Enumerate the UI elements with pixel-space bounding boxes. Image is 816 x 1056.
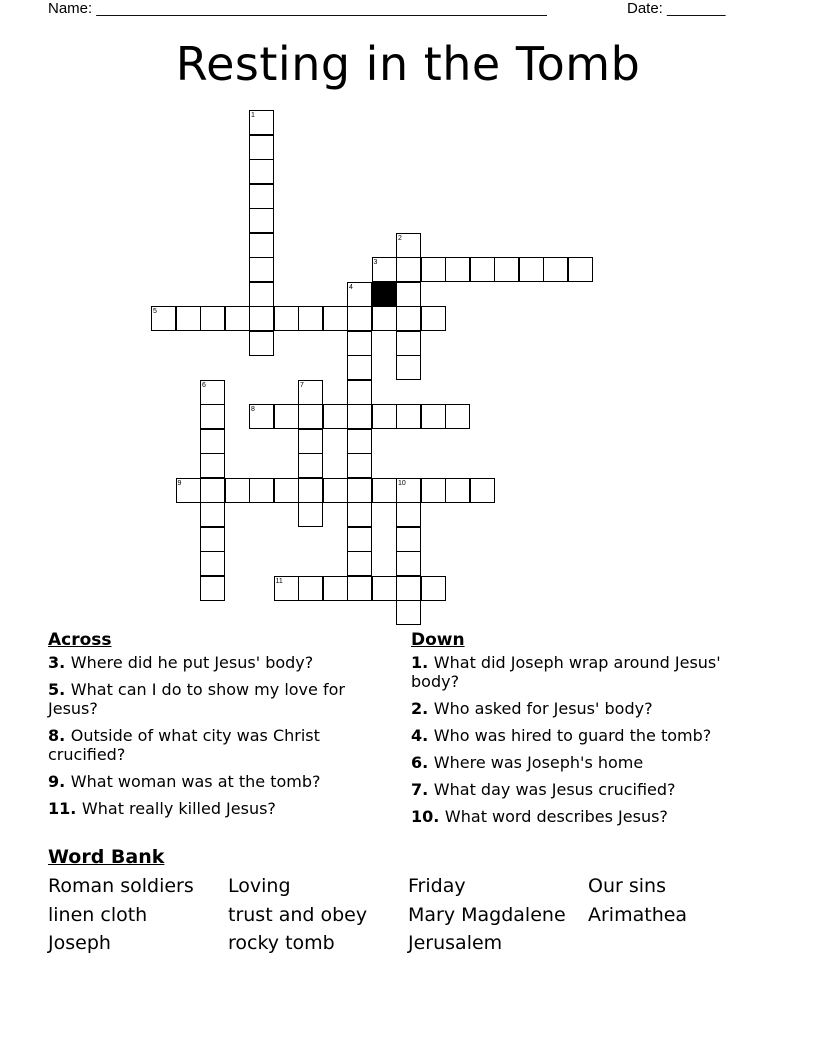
grid-cell[interactable] [200,576,225,601]
grid-cell[interactable] [249,282,274,307]
across-clue: 11. What really killed Jesus? [48,799,276,818]
grid-cell[interactable] [298,453,323,478]
clue-number: 10 [398,479,406,487]
grid-cell[interactable] [372,404,397,429]
clue-number: 5 [48,680,60,699]
grid-cell[interactable] [249,478,274,503]
grid-cell[interactable] [396,527,421,552]
clue-number: 3 [373,259,378,266]
grid-cell[interactable] [200,478,225,503]
grid-cell[interactable] [249,208,274,233]
grid-cell[interactable] [323,306,348,331]
down-clue: 6. Where was Joseph's home [411,753,644,772]
grid-cell[interactable] [225,306,250,331]
grid-cell[interactable] [249,257,274,282]
grid-cell[interactable] [421,576,446,601]
grid-cell[interactable] [274,404,299,429]
word-bank-item: linen cloth [48,903,148,926]
word-bank-item: Our sins [588,875,666,897]
grid-cell[interactable] [274,478,299,503]
grid-cell[interactable] [396,282,421,307]
grid-cell[interactable] [298,404,323,429]
clue-text: Where did he put Jesus' body? [70,653,314,672]
word-bank-item: Arimathea [588,903,688,926]
grid-cell[interactable] [470,257,495,282]
clue-text: Where was Joseph's home [433,753,644,772]
grid-cell[interactable] [396,257,421,282]
grid-cell[interactable] [298,429,323,454]
word-bank-heading: Word Bank [48,846,165,868]
grid-cell[interactable] [396,502,421,527]
clue-number: 4 [411,726,423,745]
clue-text: What can I do to show my love for Jesus? [48,680,345,718]
grid-cell[interactable] [396,355,421,380]
grid-cell[interactable] [347,502,372,527]
grid-cell[interactable] [396,306,421,331]
clue-number: 8 [48,726,60,745]
date-label: Date: _______ [627,0,726,17]
clue-number: 11 [48,799,71,818]
grid-cell[interactable] [200,502,225,527]
clue-number: 5 [153,308,157,315]
word-bank-item: Friday [408,875,466,897]
word-bank-item: Jerusalem [408,932,503,954]
grid-cell[interactable] [543,257,568,282]
clue-number: 6 [411,753,423,772]
grid-cell[interactable] [347,576,372,601]
clue-number: 1 [251,112,255,119]
grid-cell[interactable] [396,576,421,601]
grid-cell[interactable] [249,184,274,209]
grid-cell[interactable] [323,576,348,601]
clue-text: What really killed Jesus? [81,799,276,818]
grid-cell[interactable] [200,453,225,478]
grid-cell[interactable] [396,551,421,576]
grid-cell[interactable] [200,551,225,576]
grid-cell[interactable] [445,257,470,282]
clue-number: 11 [275,577,283,585]
grid-cell[interactable] [298,576,323,601]
clue-text: What did Joseph wrap around Jesus' body? [411,653,721,691]
clue-text: What day was Jesus crucified? [433,780,676,799]
clue-text: Who asked for Jesus' body? [433,699,653,718]
grid-cell[interactable] [347,527,372,552]
word-bank-item: Loving [228,875,291,897]
grid-cell[interactable] [347,551,372,576]
grid-cell[interactable] [298,502,323,527]
grid-cell[interactable] [249,159,274,184]
grid-cell[interactable] [323,478,348,503]
word-bank-item: Joseph [48,932,111,954]
clue-number: 7 [300,381,304,389]
word-bank-item: trust and obey [228,903,368,926]
across-clues [48,653,388,826]
name-label: Name: ______________________________________________________ [48,0,547,17]
grid-cell[interactable] [421,478,446,503]
across-clue: 8. Outside of what city was Christ crucified? [48,726,320,764]
down-clues [411,653,761,834]
grid-cell[interactable] [298,306,323,331]
clue-number: 9 [177,479,182,487]
word-bank-item: Mary Magdalene [408,903,566,926]
clue-number: 8 [251,406,255,413]
grid-cell[interactable] [225,478,250,503]
word-bank-item: Roman soldiers [48,875,194,897]
grid-cell[interactable] [445,404,470,429]
grid-cell[interactable] [421,404,446,429]
clue-number: 3 [48,653,60,672]
grid-cell[interactable] [519,257,544,282]
grid-cell[interactable] [347,331,372,356]
page-title: Resting in the Tomb [175,37,641,91]
grid-cell[interactable] [372,576,397,601]
down-heading: Down [411,630,465,650]
grid-cell[interactable] [372,306,397,331]
down-clue: 2. Who asked for Jesus' body? [411,699,653,718]
across-clue: 9. What woman was at the tomb? [48,772,321,791]
grid-cell[interactable] [347,380,372,405]
clue-number: 7 [411,780,423,799]
grid-cell[interactable] [347,429,372,454]
grid-cell[interactable] [421,257,446,282]
grid-cell[interactable] [470,478,495,503]
black-cell [372,282,397,307]
across-heading: Across [48,630,112,650]
grid-cell[interactable] [396,600,421,625]
grid-cell[interactable] [323,404,348,429]
down-clue: 7. What day was Jesus crucified? [411,780,676,799]
grid-cell[interactable] [347,478,372,503]
grid-cell[interactable] [176,306,201,331]
grid-cell[interactable] [396,404,421,429]
clue-text: What woman was at the tomb? [70,772,321,791]
grid-cell[interactable] [396,331,421,356]
grid-cell[interactable] [200,429,225,454]
grid-cell[interactable] [249,306,274,331]
down-clue: 10. What word describes Jesus? [411,807,668,826]
across-clue: 5. What can I do to show my love for Jesus? [48,680,345,718]
grid-cell[interactable] [421,306,446,331]
grid-cell[interactable] [249,331,274,356]
across-clue: 3. Where did he put Jesus' body? [48,653,314,672]
grid-cell[interactable] [494,257,519,282]
clue-number: 2 [398,234,402,242]
grid-cell[interactable] [200,404,225,429]
grid-cell[interactable] [298,478,323,503]
grid-cell[interactable] [347,355,372,380]
clue-number: 2 [411,699,423,718]
grid-cell[interactable] [347,306,372,331]
grid-cell[interactable] [347,453,372,478]
word-bank-item: rocky tomb [228,932,335,954]
down-clue: 4. Who was hired to guard the tomb? [411,726,712,745]
clue-number: 1 [411,653,423,672]
grid-cell[interactable] [249,135,274,160]
down-clue: 1. What did Joseph wrap around Jesus' body? [411,653,721,691]
grid-cell[interactable] [372,478,397,503]
clue-text: What word describes Jesus? [444,807,668,826]
clue-text: Outside of what city was Christ crucified? [48,726,320,764]
clue-number: 6 [202,381,206,389]
grid-cell[interactable] [274,306,299,331]
clue-text: Who was hired to guard the tomb? [433,726,712,745]
grid-cell[interactable] [347,404,372,429]
grid-cell[interactable] [249,233,274,258]
grid-cell[interactable] [200,527,225,552]
clue-number: 10 [411,807,434,826]
clue-number: 9 [48,772,60,791]
grid-cell[interactable] [200,306,225,331]
grid-cell[interactable] [568,257,593,282]
clue-number: 4 [349,283,353,291]
grid-cell[interactable] [445,478,470,503]
